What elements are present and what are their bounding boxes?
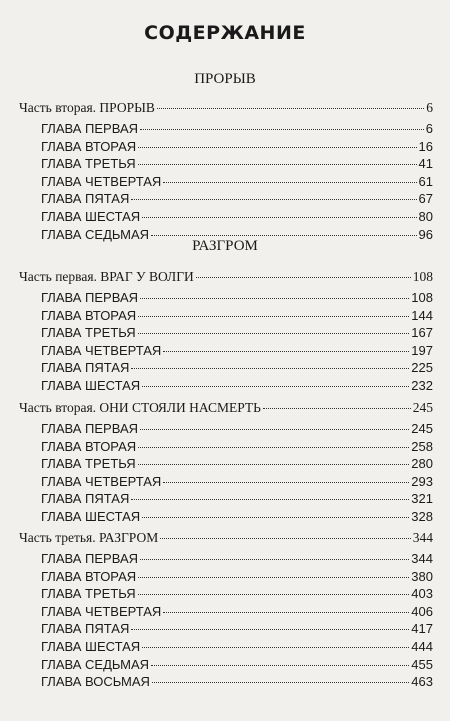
dot-leader xyxy=(138,594,410,595)
toc-section-entry[interactable] xyxy=(19,269,433,285)
toc-chapter-entry-label: ГЛАВА ПЕРВАЯ xyxy=(41,551,139,566)
toc-section-entry-page-number: 344 xyxy=(412,530,433,545)
toc-chapter-entry[interactable] xyxy=(41,325,433,341)
dot-leader xyxy=(151,235,417,236)
toc-chapter-entry-page-number: 41 xyxy=(418,156,433,172)
toc-chapter-entry-page-number: 463 xyxy=(411,674,433,690)
toc-chapter-entry-label: ГЛАВА ШЕСТАЯ xyxy=(41,378,141,393)
toc-chapter-entry-label: ГЛАВА ТРЕТЬЯ xyxy=(41,586,136,602)
toc-chapter-entry-label: ГЛАВА ЧЕТВЕРТАЯ xyxy=(41,473,162,489)
toc-chapter-entry-label: ГЛАВА СЕДЬМАЯ xyxy=(41,656,150,672)
toc-section-entry-label: Часть третья. РАЗГРОМ xyxy=(19,530,159,545)
toc-chapter-entry-page-number: 455 xyxy=(411,656,433,672)
toc-section-entry[interactable] xyxy=(19,530,433,546)
dot-leader xyxy=(131,629,409,630)
toc-section-entry-label: Часть первая. ВРАГ У ВОЛГИ xyxy=(19,269,194,284)
toc-chapter-entry[interactable] xyxy=(41,569,433,585)
toc-chapter-entry-label: ГЛАВА ВТОРАЯ xyxy=(41,138,137,154)
toc-chapter-entry-label: ГЛАВА ПЕРВАЯ xyxy=(41,421,139,436)
toc-chapter-entry-label: ГЛАВА ПЯТАЯ xyxy=(41,621,130,637)
dot-leader xyxy=(140,129,424,130)
toc-chapter-entry[interactable] xyxy=(41,456,433,472)
toc-chapter-entry-label: ГЛАВА ВОСЬМАЯ xyxy=(41,674,150,690)
toc-chapter-entry[interactable] xyxy=(41,139,433,155)
dot-leader xyxy=(163,182,416,183)
toc-chapter-entry-page-number: 197 xyxy=(411,342,433,358)
dot-leader xyxy=(263,408,411,409)
dot-leader xyxy=(131,368,409,369)
toc-chapter-entry-label: ГЛАВА ЧЕТВЕРТАЯ xyxy=(41,603,162,619)
toc-chapter-entry-page-number: 6 xyxy=(425,121,433,136)
toc-chapter-entry-page-number: 245 xyxy=(411,421,433,436)
toc-chapter-entry-label: ГЛАВА ЧЕТВЕРТАЯ xyxy=(41,342,162,358)
toc-chapter-entry[interactable] xyxy=(41,121,433,137)
toc-chapter-entry-label: ГЛАВА ТРЕТЬЯ xyxy=(41,456,136,472)
toc-chapter-entry-label: ГЛАВА ВТОРАЯ xyxy=(41,438,137,454)
toc-chapter-entry-label: ГЛАВА ВТОРАЯ xyxy=(41,307,137,323)
dot-leader xyxy=(140,559,409,560)
toc-chapter-entry-page-number: 232 xyxy=(411,378,433,393)
toc-chapter-entry[interactable] xyxy=(41,360,433,376)
toc-chapter-entry[interactable] xyxy=(41,156,433,172)
dot-leader xyxy=(138,164,417,165)
toc-chapter-entry-page-number: 225 xyxy=(411,360,433,376)
toc-chapter-entry-page-number: 380 xyxy=(411,568,433,584)
toc-chapter-entry[interactable] xyxy=(41,586,433,602)
toc-chapter-entry[interactable] xyxy=(41,621,433,637)
dot-leader xyxy=(142,386,409,387)
dot-leader xyxy=(196,277,411,278)
dot-leader xyxy=(138,316,409,317)
dot-leader xyxy=(140,429,409,430)
toc-chapter-entry[interactable] xyxy=(41,378,433,394)
dot-leader xyxy=(131,499,409,500)
dot-leader xyxy=(160,538,411,539)
toc-chapter-entry-label: ГЛАВА ВТОРАЯ xyxy=(41,568,137,584)
toc-chapter-entry-label: ГЛАВА ШЕСТАЯ xyxy=(41,639,141,654)
toc-chapter-entry-page-number: 406 xyxy=(411,603,433,619)
toc-section-entry-page-number: 245 xyxy=(412,400,433,415)
toc-chapter-entry-label: ГЛАВА ПЯТАЯ xyxy=(41,191,130,207)
toc-chapter-entry-page-number: 403 xyxy=(411,586,433,602)
toc-section-entry-label: Часть вторая. ПРОРЫВ xyxy=(19,100,155,115)
toc-chapter-entry-page-number: 344 xyxy=(411,551,433,566)
toc-chapter-entry-label: ГЛАВА СЕДЬМАЯ xyxy=(41,226,150,242)
dot-leader xyxy=(163,351,409,352)
toc-chapter-entry[interactable] xyxy=(41,474,433,490)
book-title: РАЗГРОМ xyxy=(192,238,258,254)
toc-chapter-entry-page-number: 16 xyxy=(418,138,433,154)
dot-leader xyxy=(157,108,424,109)
toc-chapter-entry-page-number: 108 xyxy=(411,290,433,305)
toc-chapter-entry[interactable] xyxy=(41,439,433,455)
toc-chapter-entry[interactable] xyxy=(41,551,433,567)
dot-leader xyxy=(142,517,409,518)
dot-leader xyxy=(138,577,409,578)
toc-chapter-entry-label: ГЛАВА ТРЕТЬЯ xyxy=(41,325,136,341)
toc-chapter-entry[interactable] xyxy=(41,657,433,673)
toc-chapter-entry-label: ГЛАВА ПЕРВАЯ xyxy=(41,290,139,305)
dot-leader xyxy=(142,217,416,218)
toc-chapter-entry-label: ГЛАВА ШЕСТАЯ xyxy=(41,509,141,524)
page-title: СОДЕРЖАНИЕ xyxy=(144,22,306,44)
dot-leader xyxy=(163,482,409,483)
toc-chapter-entry[interactable] xyxy=(41,604,433,620)
toc-section-entry-page-number: 108 xyxy=(412,269,433,284)
toc-chapter-entry[interactable] xyxy=(41,290,433,306)
toc-section-entry[interactable] xyxy=(19,100,433,116)
toc-chapter-entry[interactable] xyxy=(41,343,433,359)
toc-chapter-entry[interactable] xyxy=(41,191,433,207)
toc-chapter-entry[interactable] xyxy=(41,421,433,437)
toc-chapter-entry-page-number: 280 xyxy=(411,456,433,472)
dot-leader xyxy=(151,665,409,666)
toc-section-entry-label: Часть вторая. ОНИ СТОЯЛИ НАСМЕРТЬ xyxy=(19,400,261,415)
toc-chapter-entry-page-number: 321 xyxy=(411,491,433,507)
dot-leader xyxy=(140,298,409,299)
toc-chapter-entry-label: ГЛАВА ПЯТАЯ xyxy=(41,491,130,507)
toc-chapter-entry-label: ГЛАВА ПЕРВАЯ xyxy=(41,121,139,136)
toc-chapter-entry-label: ГЛАВА ПЯТАЯ xyxy=(41,360,130,376)
dot-leader xyxy=(138,447,409,448)
toc-chapter-entry[interactable] xyxy=(41,209,433,225)
toc-chapter-entry-label: ГЛАВА ШЕСТАЯ xyxy=(41,209,141,224)
toc-chapter-entry-page-number: 61 xyxy=(418,173,433,189)
toc-chapter-entry[interactable] xyxy=(41,174,433,190)
toc-chapter-entry-page-number: 96 xyxy=(418,226,433,242)
toc-chapter-entry-page-number: 328 xyxy=(411,509,433,524)
toc-chapter-entry-page-number: 258 xyxy=(411,438,433,454)
toc-chapter-entry-label: ГЛАВА ЧЕТВЕРТАЯ xyxy=(41,173,162,189)
toc-chapter-entry[interactable] xyxy=(41,674,433,690)
toc-chapter-entry-page-number: 293 xyxy=(411,473,433,489)
toc-chapter-entry[interactable] xyxy=(41,491,433,507)
toc-chapter-entry-page-number: 80 xyxy=(418,209,433,224)
dot-leader xyxy=(163,612,409,613)
toc-chapter-entry[interactable] xyxy=(41,308,433,324)
toc-chapter-entry-page-number: 144 xyxy=(411,307,433,323)
dot-leader xyxy=(142,647,409,648)
toc-chapter-entry[interactable] xyxy=(41,509,433,525)
toc-chapter-entry-page-number: 67 xyxy=(418,191,433,207)
toc-section-entry-page-number: 6 xyxy=(426,100,433,115)
toc-chapter-entry-label: ГЛАВА ТРЕТЬЯ xyxy=(41,156,136,172)
book-title: ПРОРЫВ xyxy=(194,71,256,87)
dot-leader xyxy=(138,333,410,334)
dot-leader xyxy=(138,464,410,465)
dot-leader xyxy=(138,147,416,148)
dot-leader xyxy=(131,199,416,200)
dot-leader xyxy=(152,682,409,683)
toc-chapter-entry-page-number: 167 xyxy=(411,325,433,341)
toc-chapter-entry-page-number: 417 xyxy=(411,621,433,637)
toc-section-entry[interactable] xyxy=(19,400,433,416)
toc-chapter-entry-page-number: 444 xyxy=(411,639,433,654)
toc-chapter-entry[interactable] xyxy=(41,639,433,655)
